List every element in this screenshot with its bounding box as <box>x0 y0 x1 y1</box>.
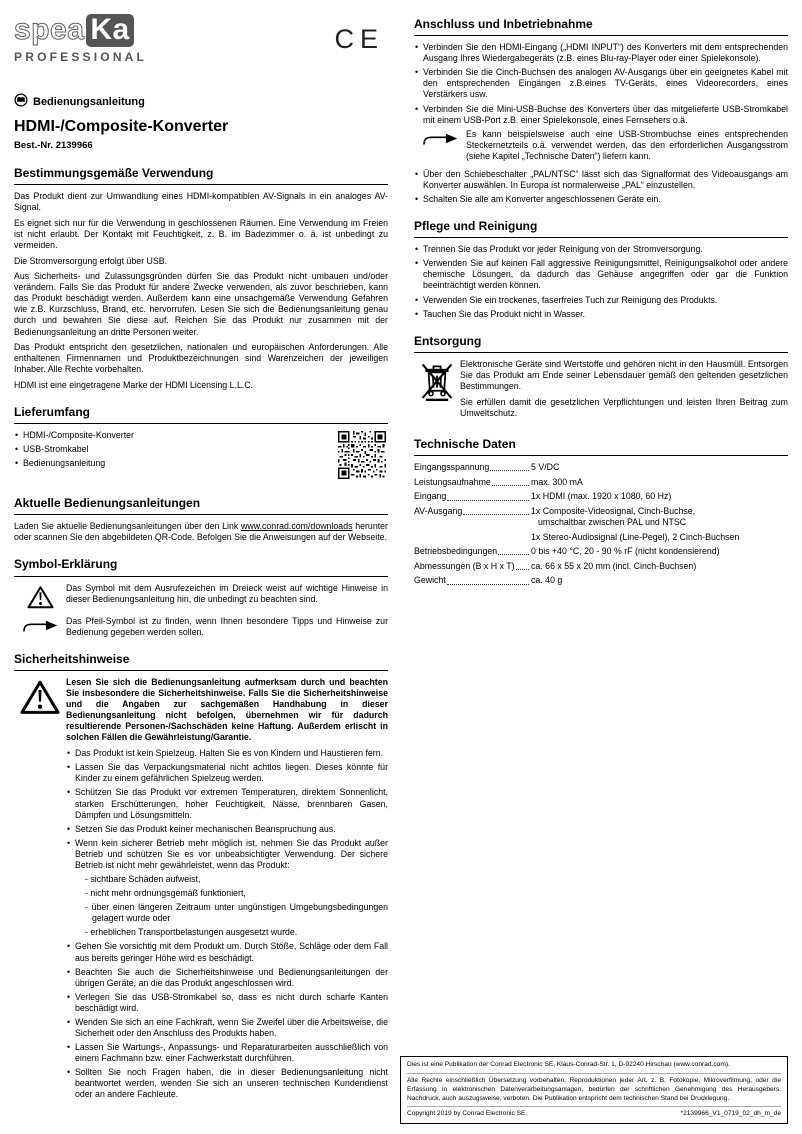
symbol-explanation-row <box>14 616 388 638</box>
heading-scope-of-delivery: Lieferumfang <box>14 405 388 424</box>
spec-row <box>414 462 788 473</box>
list-item: • Schalten Sie alle am Konverter angeschlossenen Geräte ein. <box>414 194 788 205</box>
sub-list-item: - nicht mehr ordnungsgemäß funktioniert, <box>85 888 246 899</box>
list-item: • Tauchen Sie das Produkt nicht in Wasser. <box>414 309 788 320</box>
header-row <box>14 14 388 65</box>
connection-note-text: Es kann beispielsweise auch eine USB-Strombuchse eines entsprechenden Steckernetzteils o.ä. verwendet werden, das den erforderlichen Ausgangsstrom (siehe Kapitel „Technische Daten“) liefern kann. <box>466 128 788 161</box>
symbol-explanation-row <box>14 583 388 609</box>
spec-label: Eingang <box>414 491 447 502</box>
list-item: • Gehen Sie vorsichtig mit dem Produkt um. Durch Stöße, Schläge oder dem Fall aus bereits geringer Höhe wird es beschädigt. <box>66 941 388 963</box>
list-item: • Das Produkt ist kein Spielzeug. Halten Sie es von Kindern und Haustieren fern. <box>66 748 388 759</box>
imprint-publisher: Dies ist eine Publikation der Conrad Electronic SE, Klaus-Conrad-Str. 1, D-92240 Hirschau (www.conrad.com). <box>407 1061 730 1069</box>
list-item: • Verlegen Sie das USB-Stromkabel so, dass es nicht durch scharfe Kanten beschädigt wird. <box>66 992 388 1014</box>
list-item: • USB-Stromkabel <box>14 444 134 455</box>
logo-subtitle: PROFESSIONAL <box>14 50 148 64</box>
left-column <box>14 14 388 1103</box>
spec-value: 0 bis +40 °C, 20 - 90 % rF (nicht kondensierend) <box>531 546 720 557</box>
spec-label: AV-Ausgang <box>414 506 463 517</box>
list-item: • Lassen Sie das Verpackungsmaterial nicht achtlos liegen. Dieses könnte für Kinder zu einem gefährlichen Spielzeug werden. <box>66 762 388 784</box>
spec-label: Betriebsbedingungen <box>414 546 498 557</box>
spec-value-line: 1x Composite-Videosignal, Cinch-Buchse, <box>531 506 696 517</box>
dot-leader <box>447 491 529 500</box>
list-item: • HDMI-/Composite-Konverter <box>14 430 134 441</box>
list-item: • Wenn kein sicherer Betrieb mehr möglich ist, nehmen Sie das Produkt außer Betrieb und schützen Sie es vor unbeabsichtigter Verwendung. Der sichere Betrieb ist nicht mehr gewährleistet, wenn das Produkt: <box>66 838 388 871</box>
doc-type-label: Bedienungsanleitung <box>33 95 145 108</box>
spec-value-line: 1x Stereo-Audiosignal (Line-Pegel), 2 Cinch-Buchsen <box>531 531 740 542</box>
text-segment: Laden Sie aktuelle Bedienungsanleitungen über den Link <box>14 521 239 532</box>
paragraph: Es eignet sich nur für die Verwendung in geschlossenen Räumen. Eine Verwendung im Freien ist nicht erlaubt. Der Kontakt mit Feuchtigkeit, z. B. im Badezimmer o. ä. ist unbedingt zu vermeiden. <box>14 217 388 251</box>
disposal-text <box>460 359 788 423</box>
dot-leader <box>447 575 529 584</box>
dot-leader <box>492 477 529 486</box>
right-column <box>414 14 788 1103</box>
dot-leader <box>463 506 529 515</box>
spec-label: Abmessungen (B x H x T) <box>414 560 515 571</box>
safety-intro-row <box>14 677 388 743</box>
logo-text: spea <box>14 13 85 46</box>
order-number: Best.-Nr. 2139966 <box>14 140 93 152</box>
paragraph: Das Produkt entspricht den gesetzlichen, nationalen und europäischen Anforderungen. Alle enthaltenen Firmennamen und Produktbezeichnungen sind Warenzeichen der jeweiligen Inhaber. Alle Rechte vorbehalten. <box>14 342 388 375</box>
manual-icon <box>14 93 28 112</box>
list-item: • Setzen Sie das Produkt keiner mechanischen Beanspruchung aus. <box>66 824 388 835</box>
symbol-arrow-text: Das Pfeil-Symbol ist zu finden, wenn Ihnen besondere Tipps und Hinweise zur Bedienung gegeben werden sollen. <box>66 615 388 637</box>
dot-leader <box>516 561 529 570</box>
logo-boxed-text: Ka <box>86 14 133 47</box>
care-list <box>414 244 788 319</box>
spec-row <box>414 506 788 543</box>
spec-row <box>414 575 788 586</box>
list-item: • Verwenden Sie ein trockenes, faserfreies Tuch zur Reinigung des Produkts. <box>414 295 788 306</box>
heading-symbols: Symbol-Erklärung <box>14 557 388 576</box>
connection-list <box>414 169 788 205</box>
safety-intro-text: Lesen Sie sich die Bedienungsanleitung aufmerksam durch und beachten Sie insbesondere die Sicherheitshinweise. Falls Sie die Sicherheitshinweise und die Angaben zur sachgemäßen Handhabung in dieser Bedienungsanleitung nicht befolgen, übernehmen wir für dadurch resultierende Personen-/Sachschäden keine Haftung. Außerdem erlischt in solchen Fällen die Gewährleistung/Garantie. <box>66 676 388 743</box>
heading-intended-use: Bestimmungsgemäße Verwendung <box>14 166 388 185</box>
spec-value: ca. 40 g <box>531 575 563 586</box>
spec-value <box>531 506 788 543</box>
list-item: • Wenden Sie sich an eine Fachkraft, wenn Sie Zweifel über die Arbeitsweise, die Sicherheit oder den Anschluss des Produkts haben. <box>66 1017 388 1039</box>
imprint-copyright: Copyright 2019 by Conrad Electronic SE. <box>407 1110 528 1118</box>
list-item: • Bedienungsanleitung <box>14 458 134 469</box>
spec-row <box>414 546 788 557</box>
warning-triangle-icon <box>14 583 66 609</box>
page-title: HDMI-/Composite-Konverter <box>14 117 229 135</box>
list-item: • Trennen Sie das Produkt vor jeder Reinigung von der Stromversorgung. <box>414 244 788 255</box>
list-item: • Sollten Sie noch Fragen haben, die in dieser Bedienungsanleitung nicht beantwortet werden, wenden Sie sich an unseren technischen Kundendienst oder an andere Fachleute. <box>66 1067 388 1100</box>
text-segment: herunter oder scannen Sie den abgebildeten QR-Code. Befolgen Sie die Anweisungen auf der Webseite. <box>14 521 388 543</box>
heading-latest-manuals: Aktuelle Bedienungsanleitungen <box>14 496 388 515</box>
paragraph: HDMI ist eine eingetragene Marke der HDMI Licensing L.L.C. <box>14 379 254 390</box>
spec-value: max. 300 mA <box>531 476 583 487</box>
connection-note-row <box>414 129 788 162</box>
speaka-logo <box>14 14 147 65</box>
heading-care: Pflege und Reinigung <box>414 219 788 238</box>
heading-safety: Sicherheitshinweise <box>14 652 388 671</box>
paragraph: Sie erfüllen damit die gesetzlichen Verpflichtungen und leisten Ihren Beitrag zum Umweltschutz. <box>460 396 788 418</box>
list-item: • Lassen Sie Wartungs-, Anpassungs- und Reparaturarbeiten ausschließlich von einem Fachmann bzw. einer Fachwerkstatt durchführen. <box>66 1042 388 1064</box>
symbol-warning-text: Das Symbol mit dem Ausrufezeichen im Dreieck weist auf wichtige Hinweise in dieser Bedienungsanleitung hin, die unbedingt zu beachten sind. <box>66 582 388 604</box>
imprint-rights: Alle Rechte einschließlich Übersetzung vorbehalten. Reproduktionen jeder Art, z. B. Fotokopie, Mikroverfilmung, oder die Erfassung in elektronischen Datenverarbeitungsanlagen, bedürfen der schriftlichen Genehmigung des Herausgebers. Nachdruck, auch auszugsweise, verboten. Die Publikation entspricht dem technischen Stand bei Drucklegung. <box>407 1073 781 1103</box>
delivery-row <box>14 430 388 482</box>
connection-list <box>414 42 788 126</box>
list-item: • Verbinden Sie den HDMI-Eingang („HDMI INPUT“) des Konverters mit dem entsprechenden Ausgang Ihres Wiedergabegeräts (z.B. eines Blu-ray-Player oder einer Spielekonsole). <box>414 42 788 64</box>
spec-label: Leistungsaufnahme <box>414 476 491 487</box>
spec-label: Eingangsspannung <box>414 462 490 473</box>
weee-crossed-bin-icon <box>414 359 460 423</box>
sub-list-item: - sichtbare Schäden aufweist, <box>85 874 201 885</box>
spec-value-line: umschaltbar zwischen PAL und NTSC <box>538 517 687 528</box>
qr-code <box>338 431 386 482</box>
delivery-list <box>14 430 134 472</box>
paragraph: Aus Sicherheits- und Zulassungsgründen dürfen Sie das Produkt nicht umbauen und/oder verändern. Falls Sie das Produkt für andere Zwecke verwenden, als zuvor beschrieben, kann das Produkt beschädigt werden. Außerdem kann eine unsachgemäße Verwendung Gefahren wie z.B. Kurzschluss, Brand, etc. hervorrufen. Lesen Sie sich die Bedienungsanleitung genau durch und bewahren Sie diese auf. Reichen Sie das Produkt nur zusammen mit der Bedienungsanleitung an dritte Personen weiter. <box>14 271 388 337</box>
dot-leader <box>498 546 529 555</box>
latest-manuals-text <box>14 521 388 543</box>
logo-wordmark <box>14 14 147 47</box>
imprint-doc-number: *2139966_V1_0719_02_dh_m_de <box>680 1110 781 1118</box>
heading-tech-specs: Technische Daten <box>414 437 788 456</box>
imprint-bottom-row <box>407 1106 781 1119</box>
list-item: • Verbinden Sie die Mini-USB-Buchse des Konverters über das mitgelieferte USB-Stromkabel mit einem USB-Port z.B. einer Spielekonsole, eines Fernsehers o.ä. <box>414 104 788 126</box>
list-item: • Über den Schiebeschalter „PAL/NTSC“ lässt sich das Signalformat des Videoausgangs am Konverter auswählen. In Europa ist normalerweise „PAL“ einzustellen. <box>414 169 788 191</box>
paragraph: Die Stromversorgung erfolgt über USB. <box>14 255 168 266</box>
tip-arrow-icon <box>14 616 66 638</box>
heading-connection: Anschluss und Inbetriebnahme <box>414 17 788 36</box>
ce-mark: CE <box>334 24 384 54</box>
safety-list <box>66 748 388 1100</box>
spec-value: ca. 66 x 55 x 20 mm (incl. Cinch-Buchsen) <box>531 560 697 571</box>
imprint-box <box>400 1056 788 1124</box>
list-item: • Schützen Sie das Produkt vor extremen Temperaturen, direktem Sonnenlicht, starken Erschütterungen, hoher Feuchtigkeit, Nässe, brennbaren Gasen, Dämpfen und Lösungsmitteln. <box>66 787 388 820</box>
download-link[interactable]: www.conrad.com/downloads <box>241 521 353 532</box>
disposal-row <box>414 359 788 423</box>
sub-list-item: - erheblichen Transportbelastungen ausgesetzt wurde. <box>85 927 298 938</box>
spec-row <box>414 491 788 502</box>
list-item: • Verbinden Sie die Cinch-Buchsen des analogen AV-Ausgangs über ein geeignetes Kabel mit den entsprechenden Eingängen z.B.eines TV-Geräts, eines Videorecorders, eines Verstärkers usw. <box>414 67 788 100</box>
list-item: • Beachten Sie auch die Sicherheitshinweise und Bedienungsanleitungen der übrigen Geräte, an die das Produkt angeschlossen wird. <box>66 967 388 989</box>
list-item: • Verwenden Sie auf keinen Fall aggressive Reinigungsmittel, Reinigungsalkohol oder andere chemische Lösungen, da dadurch das Gehäuse angegriffen oder gar die Funktion beeinträchtigt werden können. <box>414 258 788 291</box>
spec-label: Gewicht <box>414 575 446 586</box>
sub-list-item: - über einen längeren Zeitraum unter ungünstigen Umgebungsbedingungen gelagert wurde oder <box>85 902 388 924</box>
dot-leader <box>490 462 529 471</box>
paragraph: Elektronische Geräte sind Wertstoffe und gehören nicht in den Hausmüll. Entsorgen Sie das Produkt am Ende seiner Lebensdauer gemäß den geltenden gesetzlichen Bestimmungen. <box>460 358 788 391</box>
warning-triangle-icon <box>14 677 66 743</box>
heading-disposal: Entsorgung <box>414 334 788 353</box>
spec-value: 5 V/DC <box>531 462 560 473</box>
spec-row <box>414 561 788 572</box>
spec-value: 1x HDMI (max. 1920 x 1080, 60 Hz) <box>531 491 672 502</box>
doc-type-row <box>14 93 388 112</box>
columns <box>14 14 788 1103</box>
spec-row <box>414 477 788 488</box>
tip-arrow-icon <box>414 129 466 162</box>
paragraph: Das Produkt dient zur Umwandlung eines HDMI-kompatiblen AV-Signals in ein analoges AV-Signal. <box>14 191 388 213</box>
